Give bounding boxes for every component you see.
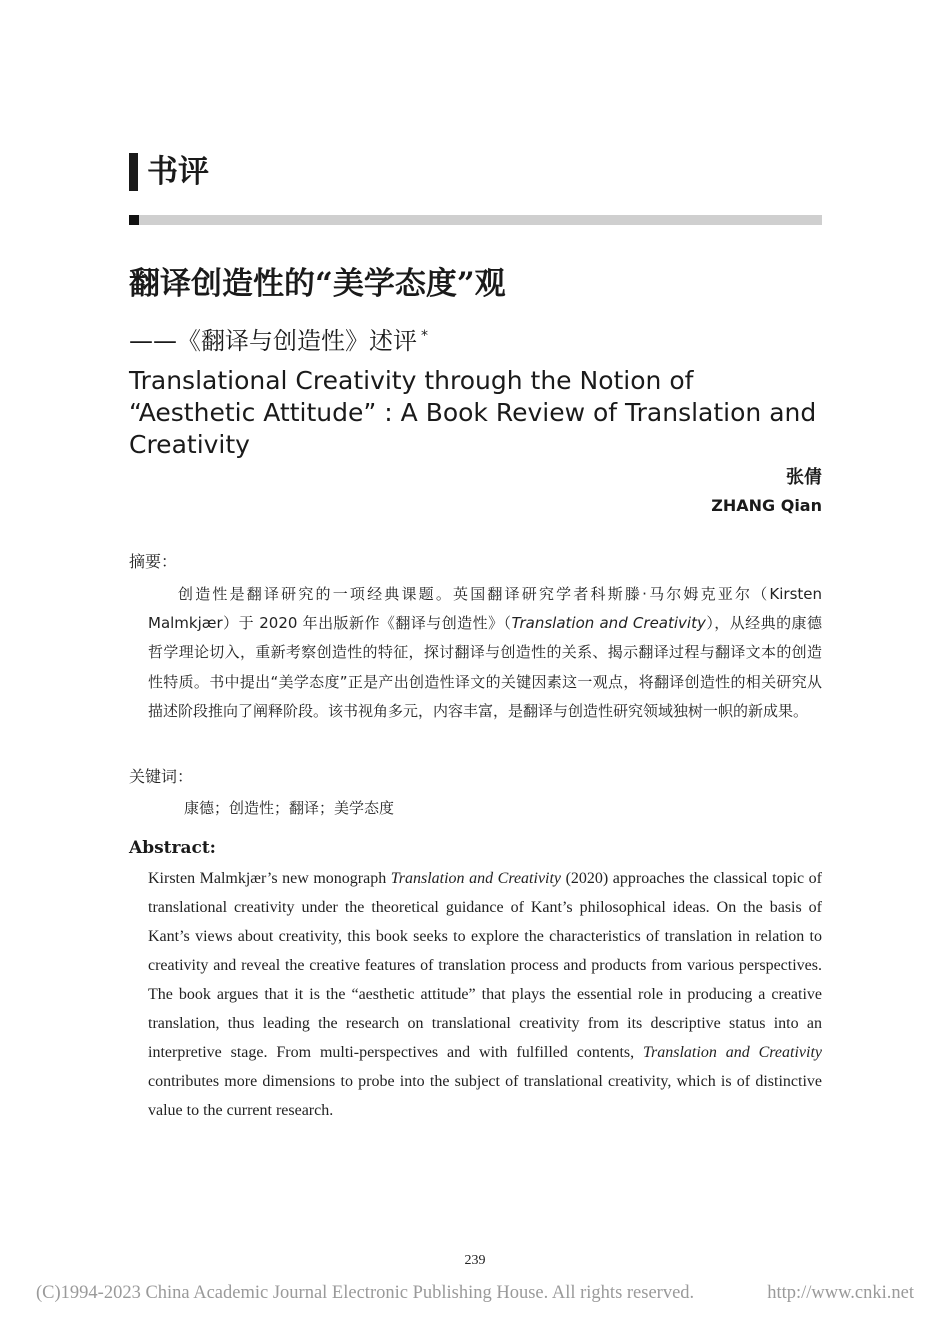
rule-block: [129, 215, 139, 225]
copyright-text: (C)1994-2023 China Academic Journal Electronic Publishing House. All rights reserved.: [36, 1283, 695, 1303]
author-name-en: ZHANG Qian: [711, 496, 822, 515]
cnki-link[interactable]: http://www.cnki.net: [767, 1283, 914, 1303]
abstract-cn-text: [148, 580, 822, 726]
article-subtitle-cn: [129, 318, 428, 359]
abstract-en-part-3: contributes more dimensions to probe into the subject of translational creativity, which is of distinctive value to the current research.: [148, 1073, 822, 1119]
section-marker: [129, 153, 138, 191]
abstract-cn-part-b: ），从经典的康德哲学理论切入，重新考察创造性的特征，探讨翻译与创造性的关系、揭示翻译过程与翻译文本的创造性特质。书中提出“美学态度”正是产出创造性译文的关键因素这一观点，将翻译创造性的相关研究从描述阶段推向了阐释阶段。该书视角多元，内容丰富，是翻译与创造性研究领域独树一帜的新成果。: [148, 614, 822, 720]
abstract-cn-part-a: 创造性是翻译研究的一项经典课题。英国翻译研究学者科斯滕·马尔姆克亚尔（Kirsten Malmkjær）于 2020 年出版新作《翻译与创造性》（: [148, 585, 822, 633]
abstract-en-italic-2: Translation and Creativity: [643, 1044, 822, 1061]
abstract-cn-label: 摘要：: [129, 552, 178, 571]
header-rule: [129, 215, 822, 225]
abstract-en-text: [148, 864, 822, 1125]
section-header: [129, 152, 209, 192]
rule-bar: [139, 215, 822, 225]
author-block: [711, 465, 822, 519]
keywords-text: 康德；创造性；翻译；美学态度: [184, 799, 395, 817]
abstract-en-italic-1: Translation and Creativity: [390, 870, 562, 887]
article-title-cn: 翻译创造性的“美学态度”观: [129, 266, 506, 302]
keywords-label: 关键词：: [129, 767, 194, 786]
abstract-en-label: Abstract:: [129, 838, 216, 858]
abstract-cn-italic-title: Translation and Creativity: [511, 614, 706, 633]
subtitle-text: ——《翻译与创造性》述评: [129, 327, 417, 355]
footnote-mark: *: [421, 328, 428, 344]
author-name-cn: 张倩: [786, 467, 822, 488]
abstract-en-part-2: (2020) approaches the classical topic of translational creativity under the theoretical guidance of Kant’s philosophical ideas. On the basis of Kant’s views about creativity, this book seeks to explore the characteristics of translation in relation to creativity and reveal the creative features of translation process and products from various perspectives. The book argues that it is the “aesthetic attitude” that plays the essential role in producing a creative translation, thus leading the research on translational creativity from its descriptive status into an interpretive stage. From multi-perspectives and with fulfilled contents,: [148, 870, 823, 1061]
copyright-footer: [36, 1280, 914, 1306]
page-number: 239: [464, 1253, 486, 1268]
abstract-en-part-1: Kirsten Malmkjær’s new monograph: [148, 870, 391, 887]
section-title: 书评: [147, 154, 209, 190]
article-title-en: Translational Creativity through the Notion of “Aesthetic Attitude” : A Book Review of Translation and Creativity: [129, 366, 817, 459]
